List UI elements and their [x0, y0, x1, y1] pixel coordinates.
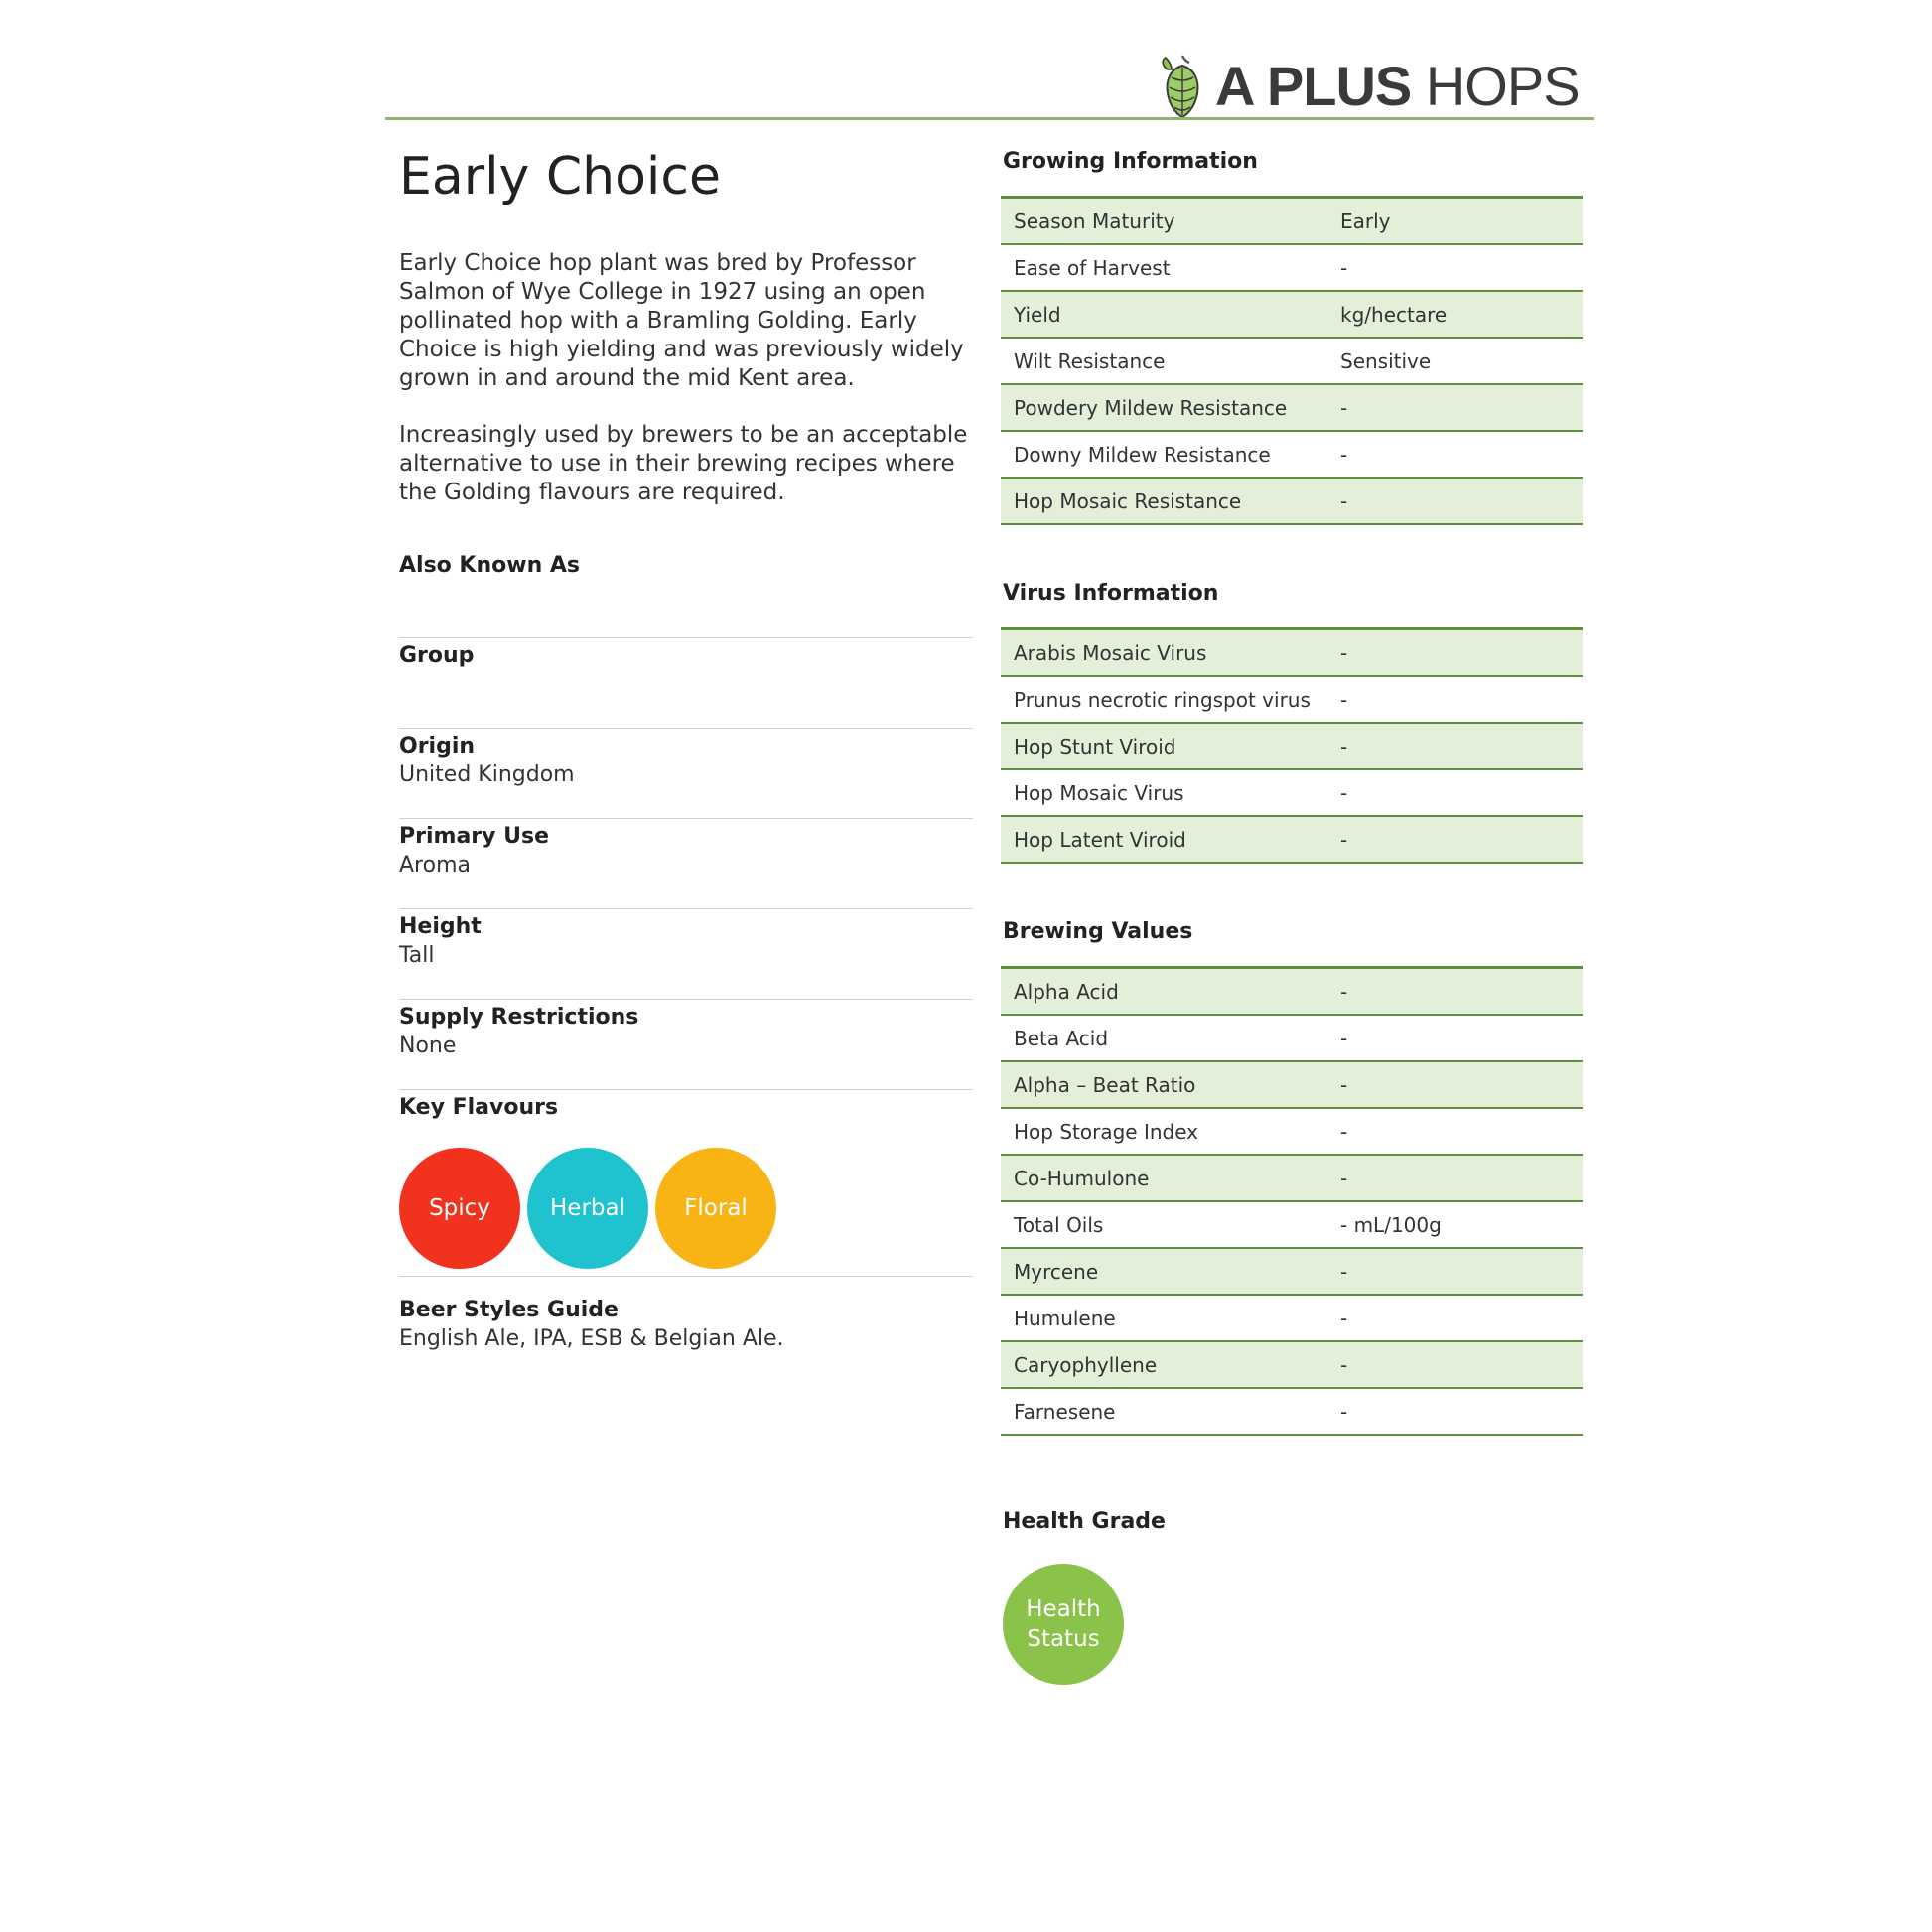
table-row [1001, 1015, 1583, 1061]
row-key: Beta Acid [1001, 1015, 1327, 1061]
row-value: - mL/100g [1327, 1201, 1583, 1248]
brand-logo [1160, 52, 1580, 121]
row-key: Caryophyllene [1001, 1341, 1327, 1388]
brewing-values-title: Brewing Values [1003, 919, 1193, 944]
field-supply-restrictions [399, 1000, 973, 1090]
row-value: Sensitive [1327, 338, 1583, 384]
table-row [1001, 629, 1583, 677]
table-row [1001, 244, 1583, 291]
health-status-badge [1003, 1564, 1124, 1685]
table-row [1001, 968, 1583, 1016]
field-label: Group [399, 643, 475, 668]
field-origin [399, 729, 973, 819]
field-also-known-as [399, 548, 973, 638]
description-paragraph: Early Choice hop plant was bred by Professor Salmon of Wye College in 1927 using an open pollinated hop with a Bramling Golding. Early Choice is high yielding and was previously widely grown in and around the mid Kent area. [399, 250, 964, 392]
table-row [1001, 1295, 1583, 1341]
row-value: - [1327, 723, 1583, 769]
table-row [1001, 816, 1583, 863]
row-value: - [1327, 1015, 1583, 1061]
beer-styles-guide [399, 1277, 973, 1353]
row-key: Downy Mildew Resistance [1001, 431, 1327, 478]
field-label: Primary Use [399, 824, 550, 849]
brand-name [1215, 55, 1580, 117]
row-value: - [1327, 1155, 1583, 1201]
row-key: Hop Latent Viroid [1001, 816, 1327, 863]
row-value: - [1327, 384, 1583, 431]
table-row [1001, 291, 1583, 338]
flavour-bubbles [399, 1148, 973, 1269]
row-value: - [1327, 1108, 1583, 1155]
table-row [1001, 1201, 1583, 1248]
table-row [1001, 478, 1583, 524]
header-divider [385, 117, 1594, 120]
row-key: Farnesene [1001, 1388, 1327, 1435]
flavour-bubble-spicy: Spicy [399, 1148, 520, 1269]
table-row [1001, 1248, 1583, 1295]
hop-overview [399, 149, 975, 535]
row-value: Early [1327, 198, 1583, 245]
beer-styles-label: Beer Styles Guide [399, 1298, 619, 1322]
description-paragraph: Increasingly used by brewers to be an acceptable alternative to use in their brewing recipes where the Golding flavours are required. [399, 422, 968, 506]
row-value: - [1327, 769, 1583, 816]
row-key: Arabis Mosaic Virus [1001, 629, 1327, 677]
row-value: - [1327, 244, 1583, 291]
field-value: Aroma [399, 853, 471, 878]
row-key: Alpha – Beat Ratio [1001, 1061, 1327, 1108]
row-value: - [1327, 816, 1583, 863]
row-key: Ease of Harvest [1001, 244, 1327, 291]
row-key: Prunus necrotic ringspot virus [1001, 676, 1327, 723]
field-value: Tall [399, 943, 435, 968]
row-value: - [1327, 676, 1583, 723]
table-row [1001, 1388, 1583, 1435]
row-value: - [1327, 478, 1583, 524]
hop-fields [399, 548, 973, 1353]
hop-specifications [1001, 149, 1583, 1685]
field-label: Supply Restrictions [399, 1005, 639, 1030]
table-row [1001, 676, 1583, 723]
row-value: - [1327, 1295, 1583, 1341]
row-key: Season Maturity [1001, 198, 1327, 245]
table-row [1001, 431, 1583, 478]
table-row [1001, 384, 1583, 431]
virus-information-title: Virus Information [1003, 581, 1219, 606]
hop-description [399, 249, 985, 507]
row-key: Hop Mosaic Resistance [1001, 478, 1327, 524]
growing-information-title: Growing Information [1003, 149, 1258, 174]
table-row [1001, 338, 1583, 384]
flavour-bubble-floral: Floral [655, 1148, 776, 1269]
field-label: Origin [399, 734, 476, 759]
table-row [1001, 723, 1583, 769]
key-flavours [399, 1090, 973, 1277]
brand-name-light: HOPS [1425, 55, 1580, 117]
brewing-values-table [1001, 966, 1583, 1436]
row-value: - [1327, 1388, 1583, 1435]
row-value: - [1327, 431, 1583, 478]
field-value: United Kingdom [399, 762, 575, 787]
field-value: None [399, 1034, 457, 1058]
growing-information-table [1001, 196, 1583, 525]
row-key: Myrcene [1001, 1248, 1327, 1295]
field-group [399, 638, 973, 729]
field-height [399, 909, 973, 1000]
row-key: Alpha Acid [1001, 968, 1327, 1016]
brand-name-bold: A PLUS [1215, 55, 1412, 117]
row-key: Hop Storage Index [1001, 1108, 1327, 1155]
hop-cone-icon [1160, 54, 1205, 119]
row-value: - [1327, 1061, 1583, 1108]
table-row [1001, 1341, 1583, 1388]
row-key: Powdery Mildew Resistance [1001, 384, 1327, 431]
row-value: - [1327, 629, 1583, 677]
health-badge-line: Health [1026, 1596, 1101, 1622]
row-value: - [1327, 968, 1583, 1016]
table-row [1001, 1108, 1583, 1155]
field-primary-use [399, 819, 973, 909]
virus-information-table [1001, 627, 1583, 864]
field-label: Height [399, 914, 482, 939]
row-key: Total Oils [1001, 1201, 1327, 1248]
beer-styles-value: English Ale, IPA, ESB & Belgian Ale. [399, 1326, 784, 1351]
page-title: Early Choice [399, 147, 721, 207]
row-key: Hop Stunt Viroid [1001, 723, 1327, 769]
row-value: kg/hectare [1327, 291, 1583, 338]
field-label: Also Known As [399, 553, 581, 578]
row-key: Humulene [1001, 1295, 1327, 1341]
key-flavours-label: Key Flavours [399, 1095, 559, 1120]
row-value: - [1327, 1341, 1583, 1388]
row-key: Co-Humulone [1001, 1155, 1327, 1201]
row-key: Wilt Resistance [1001, 338, 1327, 384]
table-row [1001, 769, 1583, 816]
flavour-bubble-herbal: Herbal [527, 1148, 648, 1269]
row-key: Yield [1001, 291, 1327, 338]
row-key: Hop Mosaic Virus [1001, 769, 1327, 816]
row-value: - [1327, 1248, 1583, 1295]
health-badge-line: Status [1027, 1626, 1100, 1652]
health-grade-title: Health Grade [1003, 1509, 1166, 1534]
table-row [1001, 1155, 1583, 1201]
table-row [1001, 1061, 1583, 1108]
table-row [1001, 198, 1583, 245]
